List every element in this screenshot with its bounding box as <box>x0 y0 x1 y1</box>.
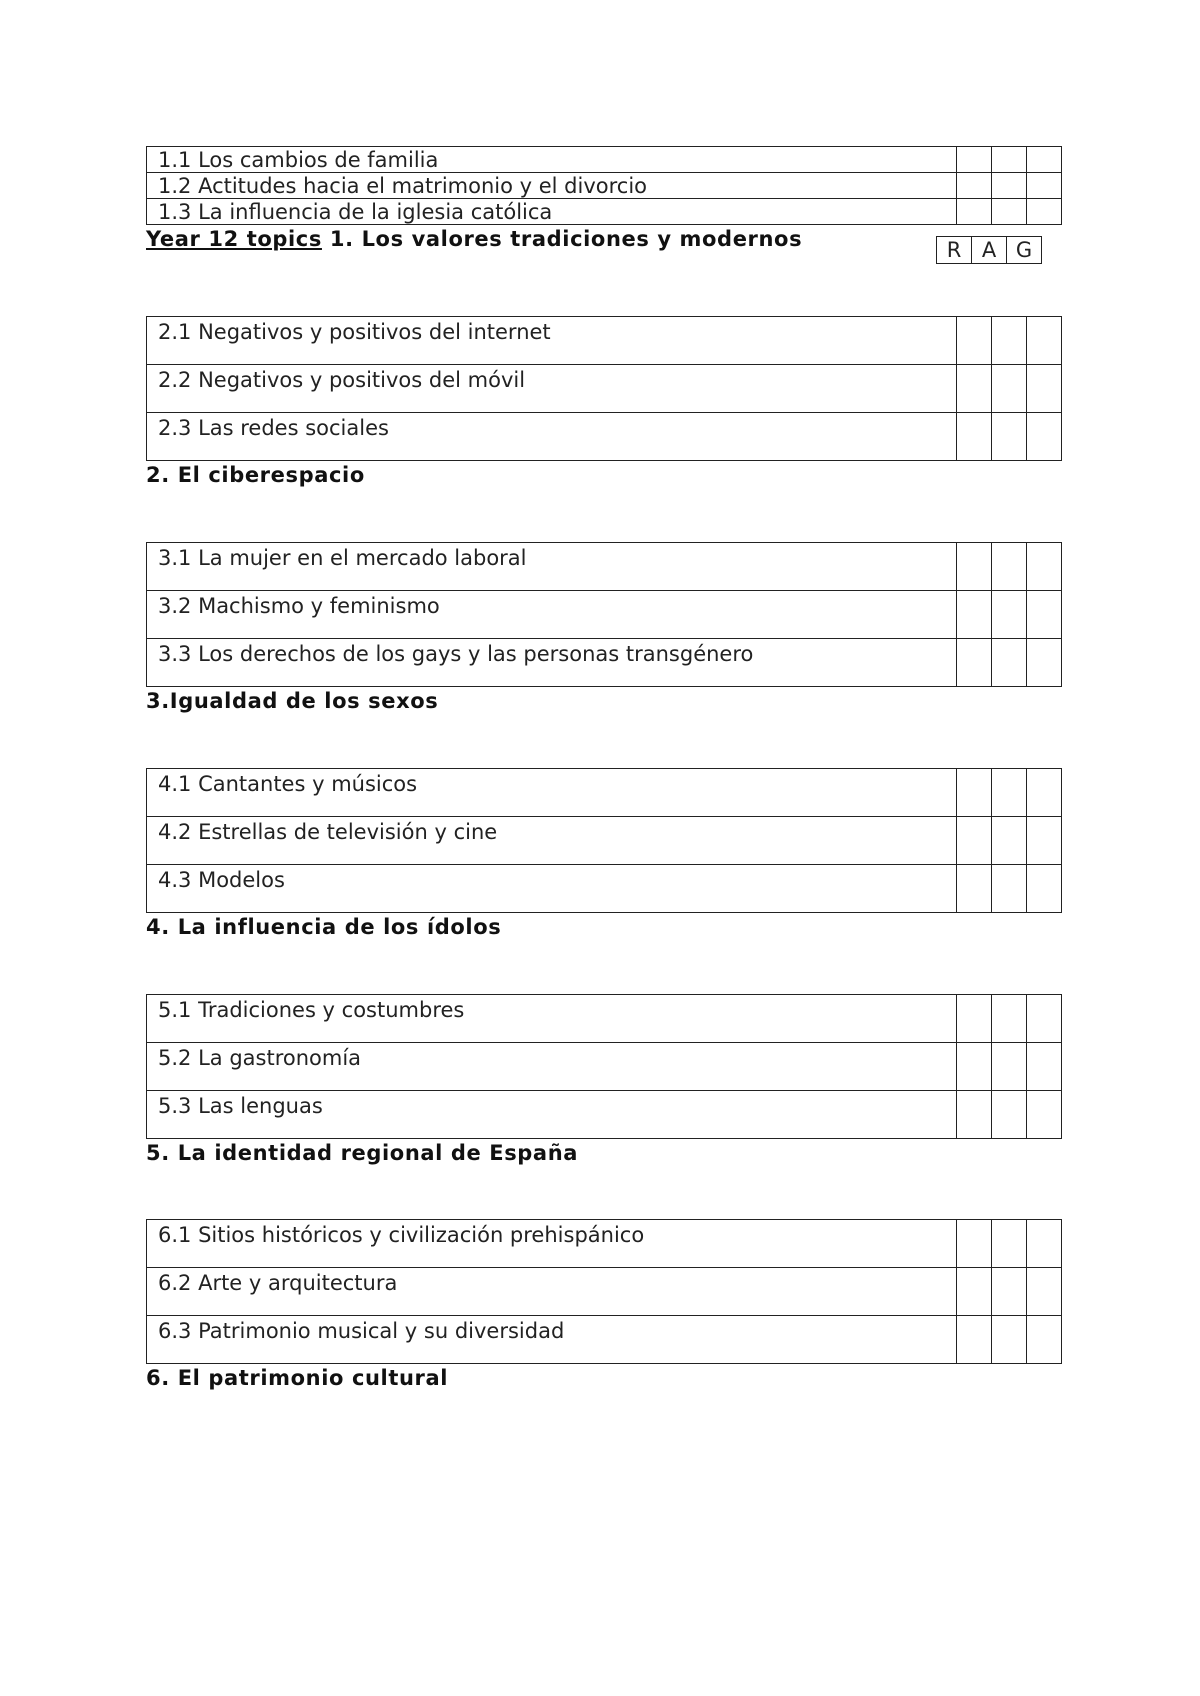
rag-green-box[interactable] <box>1027 1091 1062 1139</box>
rag-green-box[interactable] <box>1027 591 1062 639</box>
topic-table-5 <box>146 994 1062 1139</box>
rag-amber-box[interactable] <box>992 543 1027 591</box>
rag-green-box[interactable] <box>1027 1316 1062 1364</box>
rag-amber-box[interactable] <box>992 365 1027 413</box>
rag-red-box[interactable] <box>957 147 992 173</box>
rag-red-box[interactable] <box>957 817 992 865</box>
topic-table-3 <box>146 542 1062 687</box>
table-row <box>147 1316 1062 1364</box>
table-row <box>147 1043 1062 1091</box>
rag-green-box[interactable] <box>1027 639 1062 687</box>
section-heading: 5. La identidad regional de España <box>146 1141 579 1165</box>
rag-red-box[interactable] <box>957 1091 992 1139</box>
rag-amber-box[interactable] <box>992 1220 1027 1268</box>
topic-label: 3.1 La mujer en el mercado laboral <box>147 543 957 591</box>
rag-amber-box[interactable] <box>992 199 1027 225</box>
rag-key-amber: A <box>972 237 1007 264</box>
rag-amber-box[interactable] <box>992 591 1027 639</box>
table-row <box>147 365 1062 413</box>
table-row <box>147 639 1062 687</box>
rag-red-box[interactable] <box>957 1220 992 1268</box>
topic-label: 2.1 Negativos y positivos del internet <box>147 317 957 365</box>
topic-label: 4.2 Estrellas de televisión y cine <box>147 817 957 865</box>
table-row <box>147 147 1062 173</box>
rag-amber-box[interactable] <box>992 173 1027 199</box>
topic-label: 1.2 Actitudes hacia el matrimonio y el divorcio <box>147 173 957 199</box>
rag-red-box[interactable] <box>957 1268 992 1316</box>
table-row <box>147 1220 1062 1268</box>
topic-label: 5.2 La gastronomía <box>147 1043 957 1091</box>
topic-section-4 <box>146 768 1062 940</box>
rag-green-box[interactable] <box>1027 147 1062 173</box>
section-heading: 2. El ciberespacio <box>146 463 365 487</box>
table-row <box>147 865 1062 913</box>
rag-red-box[interactable] <box>957 769 992 817</box>
rag-red-box[interactable] <box>957 1316 992 1364</box>
table-row <box>147 1091 1062 1139</box>
year-label: Year 12 topics <box>146 227 322 251</box>
topic-section-1 <box>146 146 1062 252</box>
rag-red-box[interactable] <box>957 173 992 199</box>
rag-amber-box[interactable] <box>992 1091 1027 1139</box>
topic-section-5 <box>146 994 1062 1166</box>
rag-red-box[interactable] <box>957 591 992 639</box>
rag-red-box[interactable] <box>957 543 992 591</box>
topic-table-6 <box>146 1219 1062 1364</box>
section-heading: 3.Igualdad de los sexos <box>146 689 439 713</box>
rag-amber-box[interactable] <box>992 147 1027 173</box>
rag-key-green: G <box>1007 237 1042 264</box>
rag-green-box[interactable] <box>1027 199 1062 225</box>
topic-label: 6.1 Sitios históricos y civilización prehispánico <box>147 1220 957 1268</box>
rag-key-red: R <box>937 237 972 264</box>
topic-section-2 <box>146 316 1062 488</box>
topic-label: 4.3 Modelos <box>147 865 957 913</box>
topic-label: 6.2 Arte y arquitectura <box>147 1268 957 1316</box>
topic-label: 5.1 Tradiciones y costumbres <box>147 995 957 1043</box>
rag-red-box[interactable] <box>957 865 992 913</box>
section-heading <box>146 226 1062 252</box>
rag-red-box[interactable] <box>957 317 992 365</box>
rag-red-box[interactable] <box>957 413 992 461</box>
topic-table-2 <box>146 316 1062 461</box>
topic-label: 6.3 Patrimonio musical y su diversidad <box>147 1316 957 1364</box>
rag-green-box[interactable] <box>1027 1043 1062 1091</box>
topic-label: 3.3 Los derechos de los gays y las personas transgénero <box>147 639 957 687</box>
rag-red-box[interactable] <box>957 199 992 225</box>
rag-amber-box[interactable] <box>992 1316 1027 1364</box>
rag-red-box[interactable] <box>957 365 992 413</box>
topic-label: 4.1 Cantantes y músicos <box>147 769 957 817</box>
rag-green-box[interactable] <box>1027 817 1062 865</box>
table-row <box>147 543 1062 591</box>
rag-green-box[interactable] <box>1027 365 1062 413</box>
rag-amber-box[interactable] <box>992 817 1027 865</box>
rag-green-box[interactable] <box>1027 173 1062 199</box>
topic-table-4 <box>146 768 1062 913</box>
rag-amber-box[interactable] <box>992 317 1027 365</box>
rag-amber-box[interactable] <box>992 995 1027 1043</box>
topic-table-1 <box>146 146 1062 225</box>
rag-green-box[interactable] <box>1027 769 1062 817</box>
rag-amber-box[interactable] <box>992 639 1027 687</box>
rag-green-box[interactable] <box>1027 995 1062 1043</box>
rag-amber-box[interactable] <box>992 769 1027 817</box>
rag-red-box[interactable] <box>957 995 992 1043</box>
topic-label: 5.3 Las lenguas <box>147 1091 957 1139</box>
topic-label: 2.2 Negativos y positivos del móvil <box>147 365 957 413</box>
topic-label: 2.3 Las redes sociales <box>147 413 957 461</box>
rag-green-box[interactable] <box>1027 543 1062 591</box>
rag-green-box[interactable] <box>1027 413 1062 461</box>
table-row <box>147 199 1062 225</box>
rag-amber-box[interactable] <box>992 1043 1027 1091</box>
section-heading: 4. La influencia de los ídolos <box>146 915 502 939</box>
rag-green-box[interactable] <box>1027 865 1062 913</box>
rag-amber-box[interactable] <box>992 413 1027 461</box>
rag-green-box[interactable] <box>1027 1220 1062 1268</box>
rag-red-box[interactable] <box>957 639 992 687</box>
rag-red-box[interactable] <box>957 1043 992 1091</box>
rag-key <box>936 236 1042 264</box>
rag-green-box[interactable] <box>1027 317 1062 365</box>
rag-amber-box[interactable] <box>992 865 1027 913</box>
topic-section-3 <box>146 542 1062 714</box>
topic-label: 1.1 Los cambios de familia <box>147 147 957 173</box>
table-row <box>147 995 1062 1043</box>
rag-green-box[interactable] <box>1027 1268 1062 1316</box>
table-row <box>147 817 1062 865</box>
table-row <box>147 1268 1062 1316</box>
table-row <box>147 173 1062 199</box>
topic-label: 3.2 Machismo y feminismo <box>147 591 957 639</box>
section-title: 1. Los valores tradiciones y modernos <box>321 227 803 251</box>
rag-amber-box[interactable] <box>992 1268 1027 1316</box>
topic-section-6 <box>146 1219 1062 1391</box>
table-row <box>147 591 1062 639</box>
table-row <box>147 317 1062 365</box>
topic-label: 1.3 La influencia de la iglesia católica <box>147 199 957 225</box>
table-row <box>147 769 1062 817</box>
table-row <box>147 413 1062 461</box>
section-heading: 6. El patrimonio cultural <box>146 1366 449 1390</box>
